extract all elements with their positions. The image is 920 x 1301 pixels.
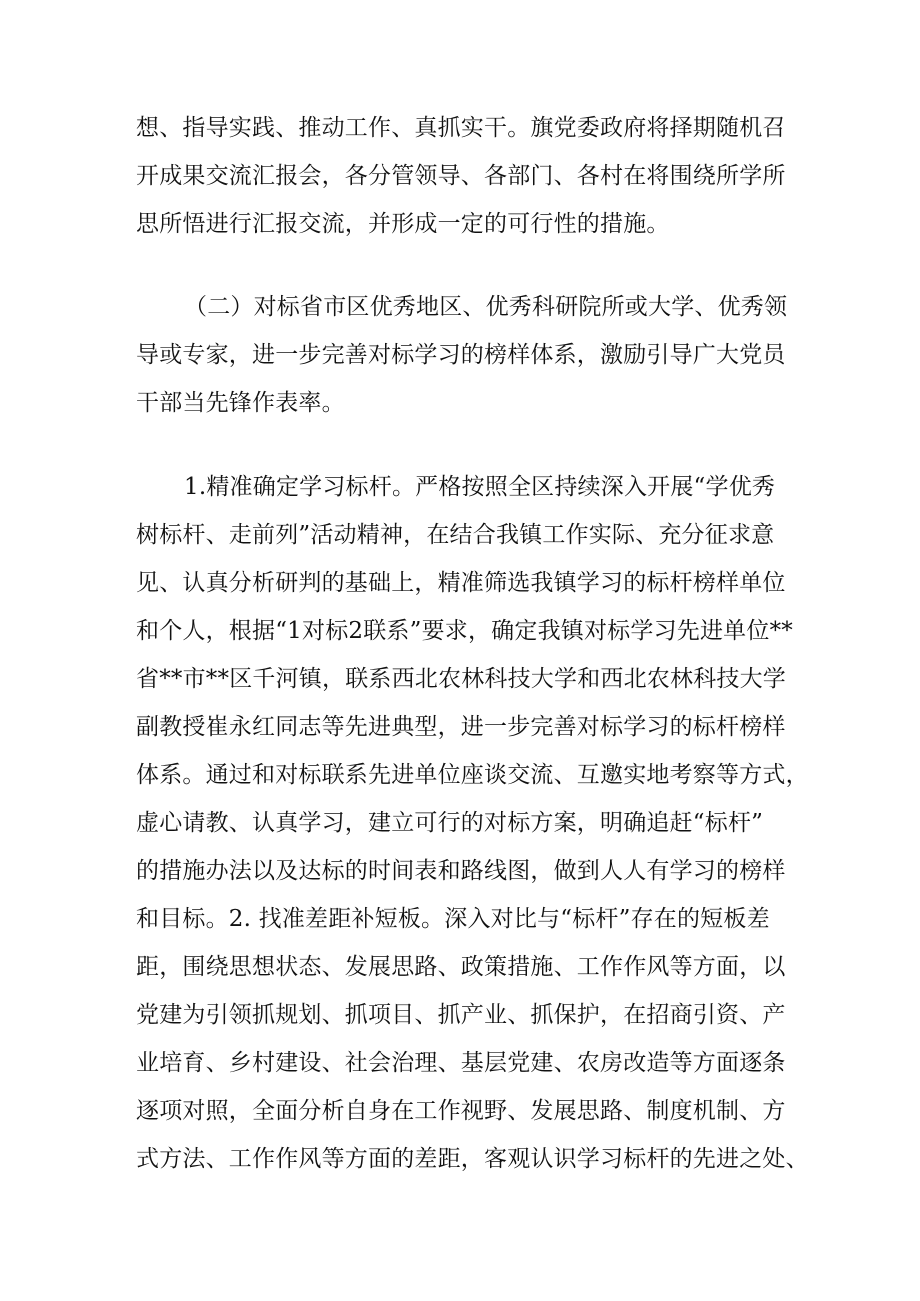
text-line: 1.精准确定学习标杆。严格按照全区持续深入开展“学优秀	[184, 474, 776, 500]
text-line: 党建为引领抓规划、抓项目、抓产业、抓保护，在招商引资、产	[136, 1002, 786, 1028]
text-line: 省**市**区千河镇，联系西北农林科技大学和西北农林科技大学	[136, 666, 786, 692]
text-line: 距，围绕思想状态、发展思路、政策措施、工作作风等方面，以	[136, 954, 786, 980]
text-line: 想、指导实践、推动工作、真抓实干。旗党委政府将择期随机召	[136, 115, 786, 141]
section-heading-line: （二）对标省市区优秀地区、优秀科研院所或大学、优秀领	[184, 294, 788, 320]
text-line: 副教授崔永红同志等先进典型，进一步完善对标学习的标杆榜样	[136, 714, 786, 740]
text-line: 导或专家，进一步完善对标学习的榜样体系，激励引导广大党员	[136, 342, 786, 368]
text-line: 和目标。2. 找准差距补短板。深入对比与“标杆”存在的短板差	[136, 906, 770, 932]
text-line: 体系。通过和对标联系先进单位座谈交流、互邀实地考察等方式，	[136, 762, 809, 788]
text-line: 虚心请教、认真学习，建立可行的对标方案，明确追赶“标杆”	[136, 810, 764, 836]
text-line: 和个人，根据“1对标2联系”要求，确定我镇对标学习先进单位**	[136, 618, 793, 644]
text-line: 开成果交流汇报会，各分管领导、各部门、各村在将围绕所学所	[136, 163, 786, 189]
text-line: 逐项对照，全面分析自身在工作视野、发展思路、制度机制、方	[136, 1098, 786, 1124]
text-line: 业培育、乡村建设、社会治理、基层党建、农房改造等方面逐条	[136, 1050, 786, 1076]
text-line: 式方法、工作作风等方面的差距，客观认识学习标杆的先进之处、	[136, 1146, 809, 1172]
text-line: 见、认真分析研判的基础上，精准筛选我镇学习的标杆榜样单位	[136, 570, 786, 596]
text-line: 的措施办法以及达标的时间表和路线图，做到人人有学习的榜样	[136, 858, 786, 884]
text-line: 树标杆、走前列”活动精神，在结合我镇工作实际、充分征求意	[136, 522, 775, 548]
text-line: 干部当先锋作表率。	[136, 390, 345, 416]
text-line: 思所悟进行汇报交流，并形成一定的可行性的措施。	[136, 211, 670, 237]
